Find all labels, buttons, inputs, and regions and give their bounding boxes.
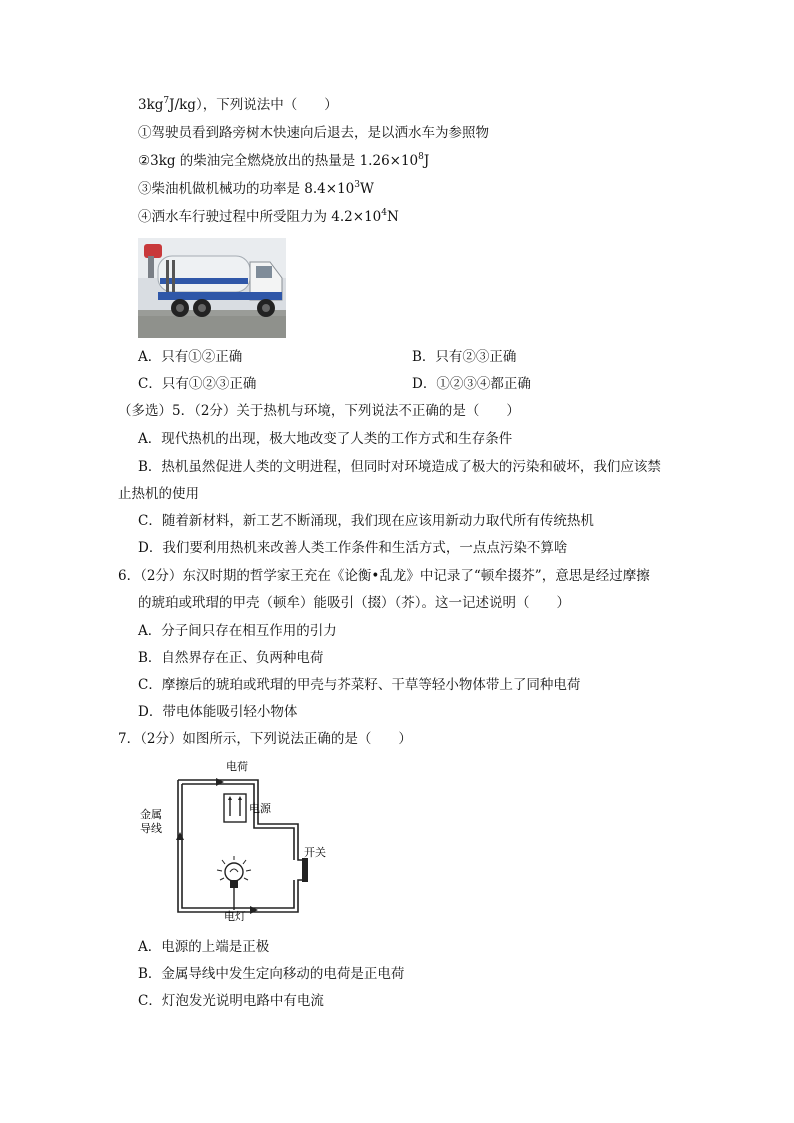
water-truck-photo [138,238,286,338]
q4-item-2-text: ②3kg 的柴油完全燃烧放出的热量是 1.26×10 [138,153,419,169]
q4-stem-sup: 7 [163,96,170,106]
q7-option-c[interactable]: C．灯泡发光说明电路中有电流 [138,993,324,1009]
label-charge: 电荷 [226,760,248,773]
circuit-diagram [138,760,326,923]
q5-option-b[interactable]: B．热机虽然促进人类的文明进程，但同时对环境造成了极大的污染和破坏，我们应该禁 [138,459,661,475]
q6-option-a[interactable]: A．分子间只存在相互作用的引力 [138,623,337,639]
label-wire: 导线 [140,822,162,835]
q4-item-2-unit: J [423,153,430,169]
q7-option-b[interactable]: B．金属导线中发生定向移动的电荷是正电荷 [138,966,405,982]
q4-option-b[interactable]: B．只有②③正确 [412,349,517,365]
q4-item-4-sup: 4 [381,208,387,218]
q4-stem-text-b: J/kg），下列说法中（ ） [169,97,338,113]
label-lamp: 电灯 [224,910,246,923]
q5-stem: （多选）5．（2分）关于热机与环境，下列说法不正确的是（ ） [118,403,520,419]
q4-stem-text-a: 3kg [138,97,164,113]
q4-option-a[interactable]: A．只有①②正确 [138,349,243,365]
label-power-source: 电源 [249,802,271,815]
q4-item-3 [138,179,374,199]
q5-option-c[interactable]: C．随着新材料，新工艺不断涌现，我们现在应该用新动力取代所有传统热机 [138,513,594,529]
q4-item-2 [138,151,429,171]
q6-stem-line-2: 的琥珀或玳瑁的甲壳（顿牟）能吸引（掇）（芥）。这一记述说明（ ） [138,595,570,611]
q4-option-d[interactable]: D．①②③④都正确 [412,376,531,392]
q4-stem-tail [138,95,338,115]
q6-option-c[interactable]: C．摩擦后的琥珀或玳瑁的甲壳与芥菜籽、干草等轻小物体带上了同种电荷 [138,677,581,693]
q6-option-d[interactable]: D．带电体能吸引轻小物体 [138,704,298,720]
q6-stem-line-1: 6．（2分）东汉时期的哲学家王充在《论衡•乱龙》中记录了“顿牟掇芥”，意思是经过摩擦 [118,568,650,584]
q4-item-4-unit: N [387,209,399,225]
q7-stem: 7．（2分）如图所示，下列说法正确的是（ ） [118,731,412,747]
q4-item-1: ①驾驶员看到路旁树木快速向后退去，是以洒水车为参照物 [138,125,489,141]
q4-option-c[interactable]: C．只有①②③正确 [138,376,257,392]
q7-option-a[interactable]: A．电源的上端是正极 [138,939,270,955]
label-switch: 开关 [304,846,326,859]
q5-option-a[interactable]: A．现代热机的出现，极大地改变了人类的工作方式和生存条件 [138,431,513,447]
q6-option-b[interactable]: B．自然界存在正、负两种电荷 [138,650,324,666]
q4-item-3-sup: 3 [354,180,360,190]
label-metal: 金属 [140,808,162,821]
q5-option-d[interactable]: D．我们要利用热机来改善人类工作条件和生活方式，一点点污染不算啥 [138,540,568,556]
q4-item-3-unit: W [360,181,374,197]
q4-item-4 [138,207,399,227]
q4-item-3-text: ③柴油机做机械功的功率是 8.4×10 [138,181,355,197]
q4-item-4-text: ④洒水车行驶过程中所受阻力为 4.2×10 [138,209,382,225]
q5-option-b-continued: 止热机的使用 [118,486,199,502]
q4-item-2-sup: 8 [418,152,424,162]
